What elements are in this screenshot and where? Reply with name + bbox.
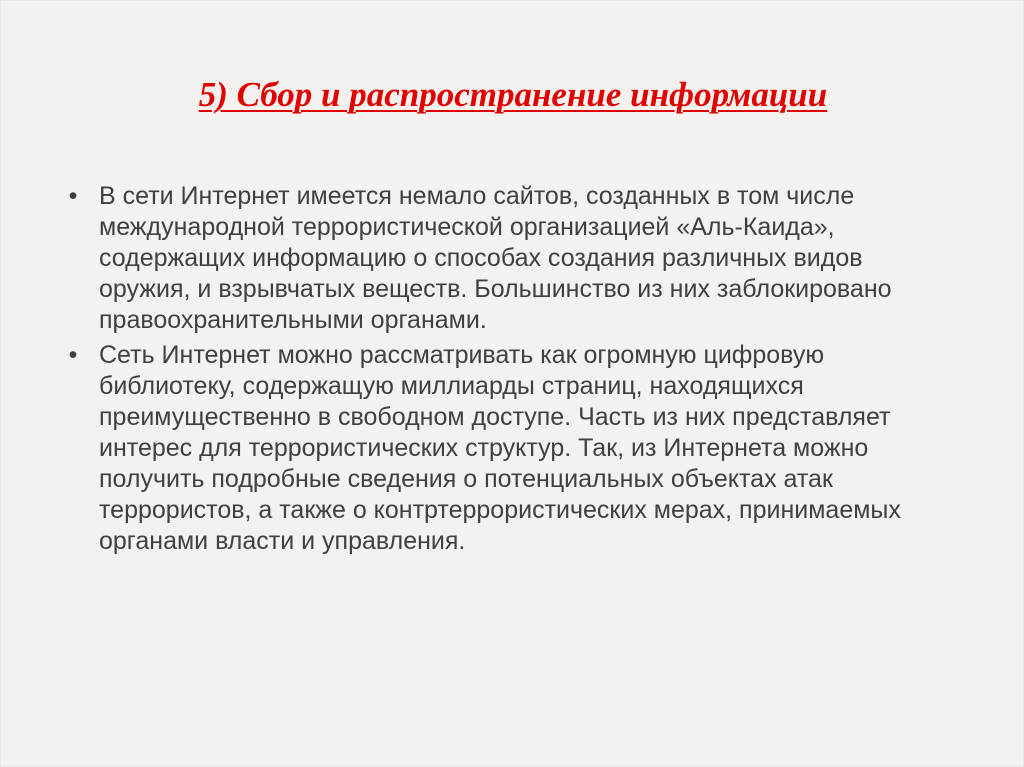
bullet-list	[1, 181, 1024, 561]
bullet-text: В сети Интернет имеется немало сайтов, созданных в том числе международной террористической организацией «Аль-Каида», содержащих информацию о способах создания различных видов оружия, и взрывчатых веществ. Большинство из них заблокировано правоохранительными органами.	[99, 182, 892, 334]
slide-title: 5) Сбор и распространение информации	[198, 75, 828, 114]
bullet-item	[1, 181, 959, 336]
bullet-marker: •	[68, 341, 78, 369]
bullet-marker: •	[68, 182, 78, 210]
bullet-text: Сеть Интернет можно рассматривать как огромную цифровую библиотеку, содержащую миллиарды страниц, находящихся преимущественно в свободном доступе. Часть из них представляет интерес для террористических структур. Так, из Интернета можно получить подробные сведения о потенциальных объектах атак террористов, а также о контртеррористических мерах, принимаемых органами власти и управления.	[99, 341, 901, 555]
bullet-item	[1, 340, 959, 557]
